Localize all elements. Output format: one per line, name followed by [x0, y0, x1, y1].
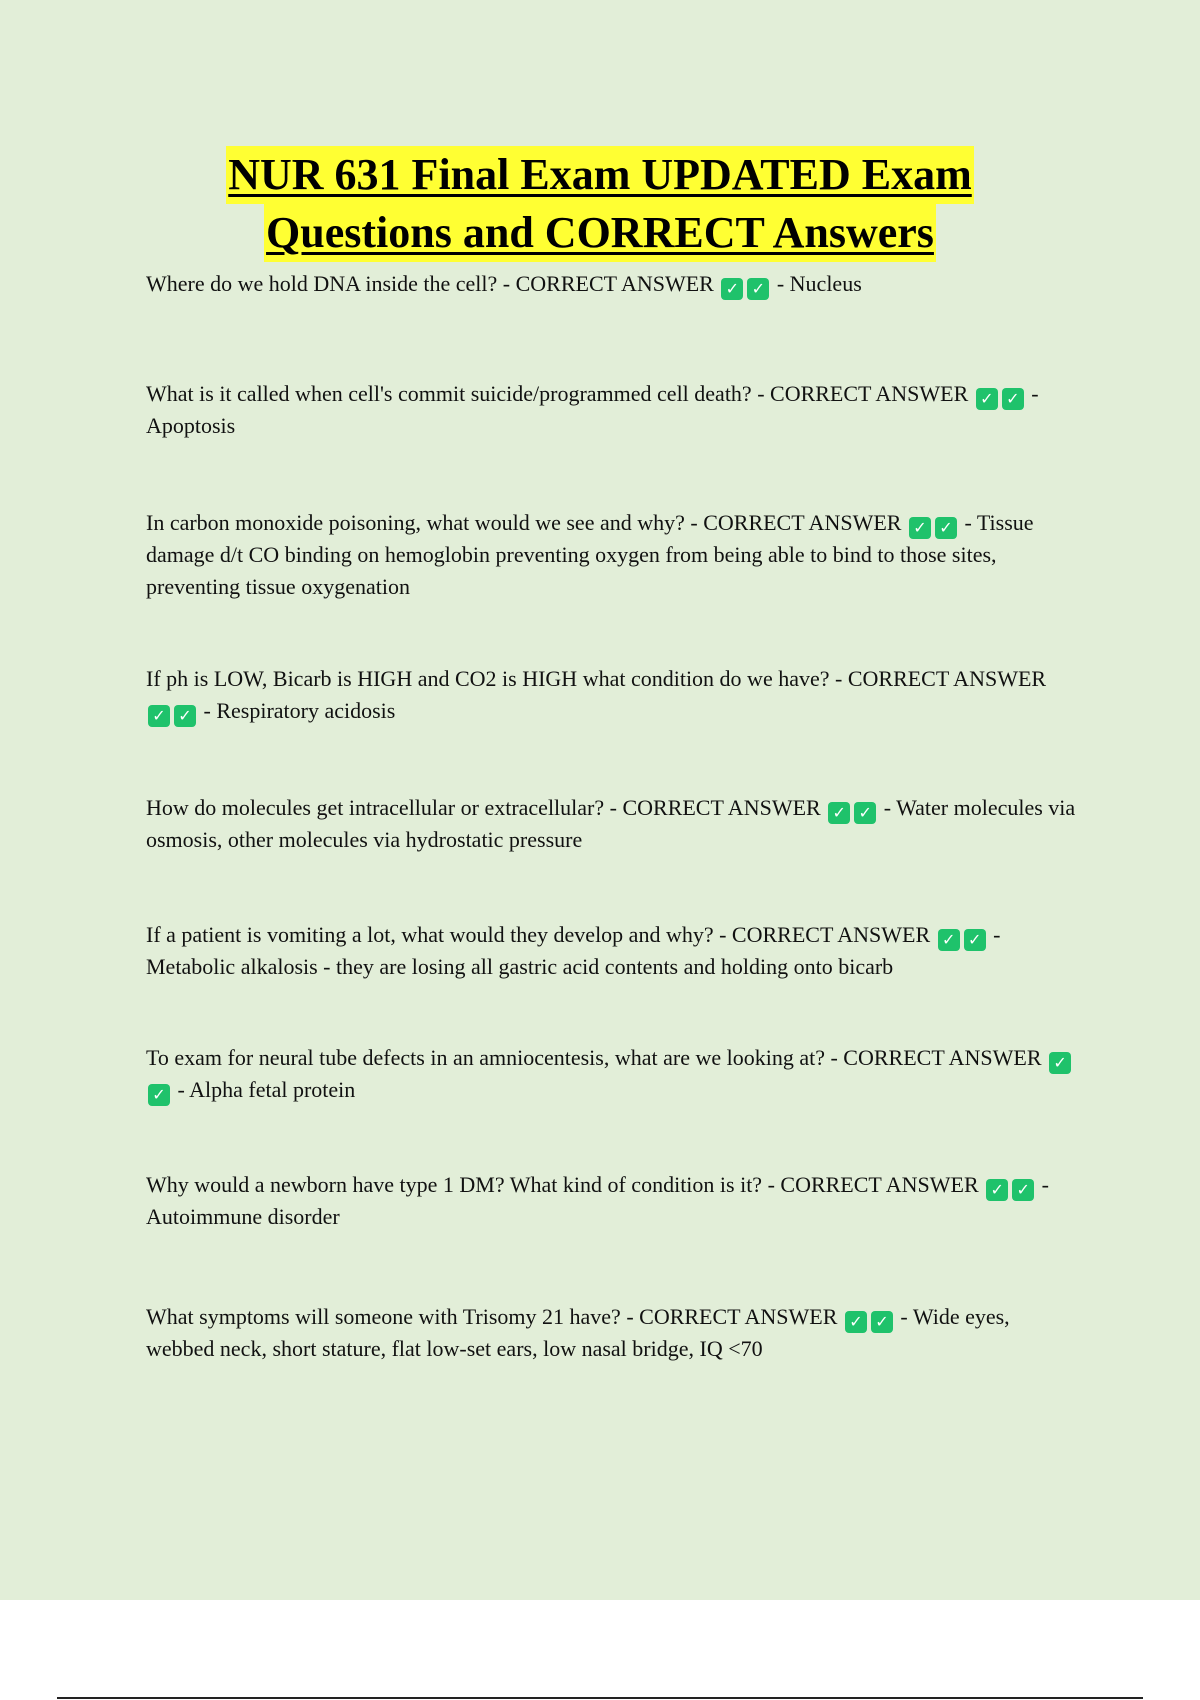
question-text: What is it called when cell's commit suicide/programmed cell death? - CORRECT ANSWER: [146, 381, 969, 406]
answer-text: - Nucleus: [776, 271, 862, 296]
check-box-icon: ✓: [854, 802, 876, 824]
question-text: In carbon monoxide poisoning, what would we see and why? - CORRECT ANSWER: [146, 510, 902, 535]
check-box-icon: ✓: [1049, 1052, 1071, 1074]
check-box-icon: ✓: [148, 1084, 170, 1106]
question-text: How do molecules get intracellular or extracellular? - CORRECT ANSWER: [146, 795, 821, 820]
title-line-1: NUR 631 Final Exam UPDATED Exam: [226, 146, 974, 204]
document-title: [0, 146, 1200, 262]
check-box-icon: ✓: [976, 388, 998, 410]
check-box-icon: ✓: [1012, 1179, 1034, 1201]
check-box-icon: ✓: [747, 278, 769, 300]
question-text: If ph is LOW, Bicarb is HIGH and CO2 is HIGH what condition do we have? - CORRECT ANSWER: [146, 666, 1047, 691]
check-box-icon: ✓: [964, 929, 986, 951]
answer-text: - Alpha fetal protein: [177, 1077, 356, 1102]
question-text: Where do we hold DNA inside the cell? - CORRECT ANSWER: [146, 271, 714, 296]
answer-text: - Respiratory acidosis: [203, 698, 396, 723]
check-box-icon: ✓: [721, 278, 743, 300]
question-text: Why would a newborn have type 1 DM? What kind of condition is it? - CORRECT ANSWER: [146, 1172, 979, 1197]
check-box-icon: ✓: [986, 1179, 1008, 1201]
check-box-icon: ✓: [935, 517, 957, 539]
answer-text: - Autoimmune disorder: [146, 1172, 1049, 1229]
answer-text: - Water molecules via osmosis, other molecules via hydrostatic pressure: [146, 795, 1076, 852]
answer-text: - Apoptosis: [146, 381, 1039, 438]
answer-text: - Metabolic alkalosis - they are losing all gastric acid contents and holding onto bicarb: [146, 922, 1001, 979]
check-box-icon: ✓: [871, 1311, 893, 1333]
question-text: What symptoms will someone with Trisomy 21 have? - CORRECT ANSWER: [146, 1304, 838, 1329]
check-box-icon: ✓: [909, 517, 931, 539]
title-line-2: Questions and CORRECT Answers: [264, 204, 936, 262]
check-box-icon: ✓: [938, 929, 960, 951]
qa-item-2: [146, 378, 1076, 442]
check-box-icon: ✓: [845, 1311, 867, 1333]
qa-item-1: [146, 268, 1076, 300]
qa-item-4: [146, 663, 1076, 727]
qa-item-5: [146, 792, 1076, 856]
qa-item-8: [146, 1169, 1076, 1233]
check-box-icon: ✓: [174, 705, 196, 727]
check-box-icon: ✓: [148, 705, 170, 727]
question-text: If a patient is vomiting a lot, what would they develop and why? - CORRECT ANSWER: [146, 922, 931, 947]
check-box-icon: ✓: [1002, 388, 1024, 410]
qa-item-3: [146, 507, 1076, 603]
page-bottom-divider: [57, 1697, 1143, 1699]
qa-item-6: [146, 919, 1076, 983]
qa-item-7: [146, 1042, 1076, 1106]
answer-text: - Tissue damage d/t CO binding on hemoglobin preventing oxygen from being able to bind to those sites, preventing tissue oxygenation: [146, 510, 1034, 599]
question-text: To exam for neural tube defects in an amniocentesis, what are we looking at? - CORRECT ANSWER: [146, 1045, 1042, 1070]
check-box-icon: ✓: [828, 802, 850, 824]
qa-item-9: [146, 1301, 1076, 1365]
answer-text: - Wide eyes, webbed neck, short stature, flat low-set ears, low nasal bridge, IQ <70: [146, 1304, 1010, 1361]
